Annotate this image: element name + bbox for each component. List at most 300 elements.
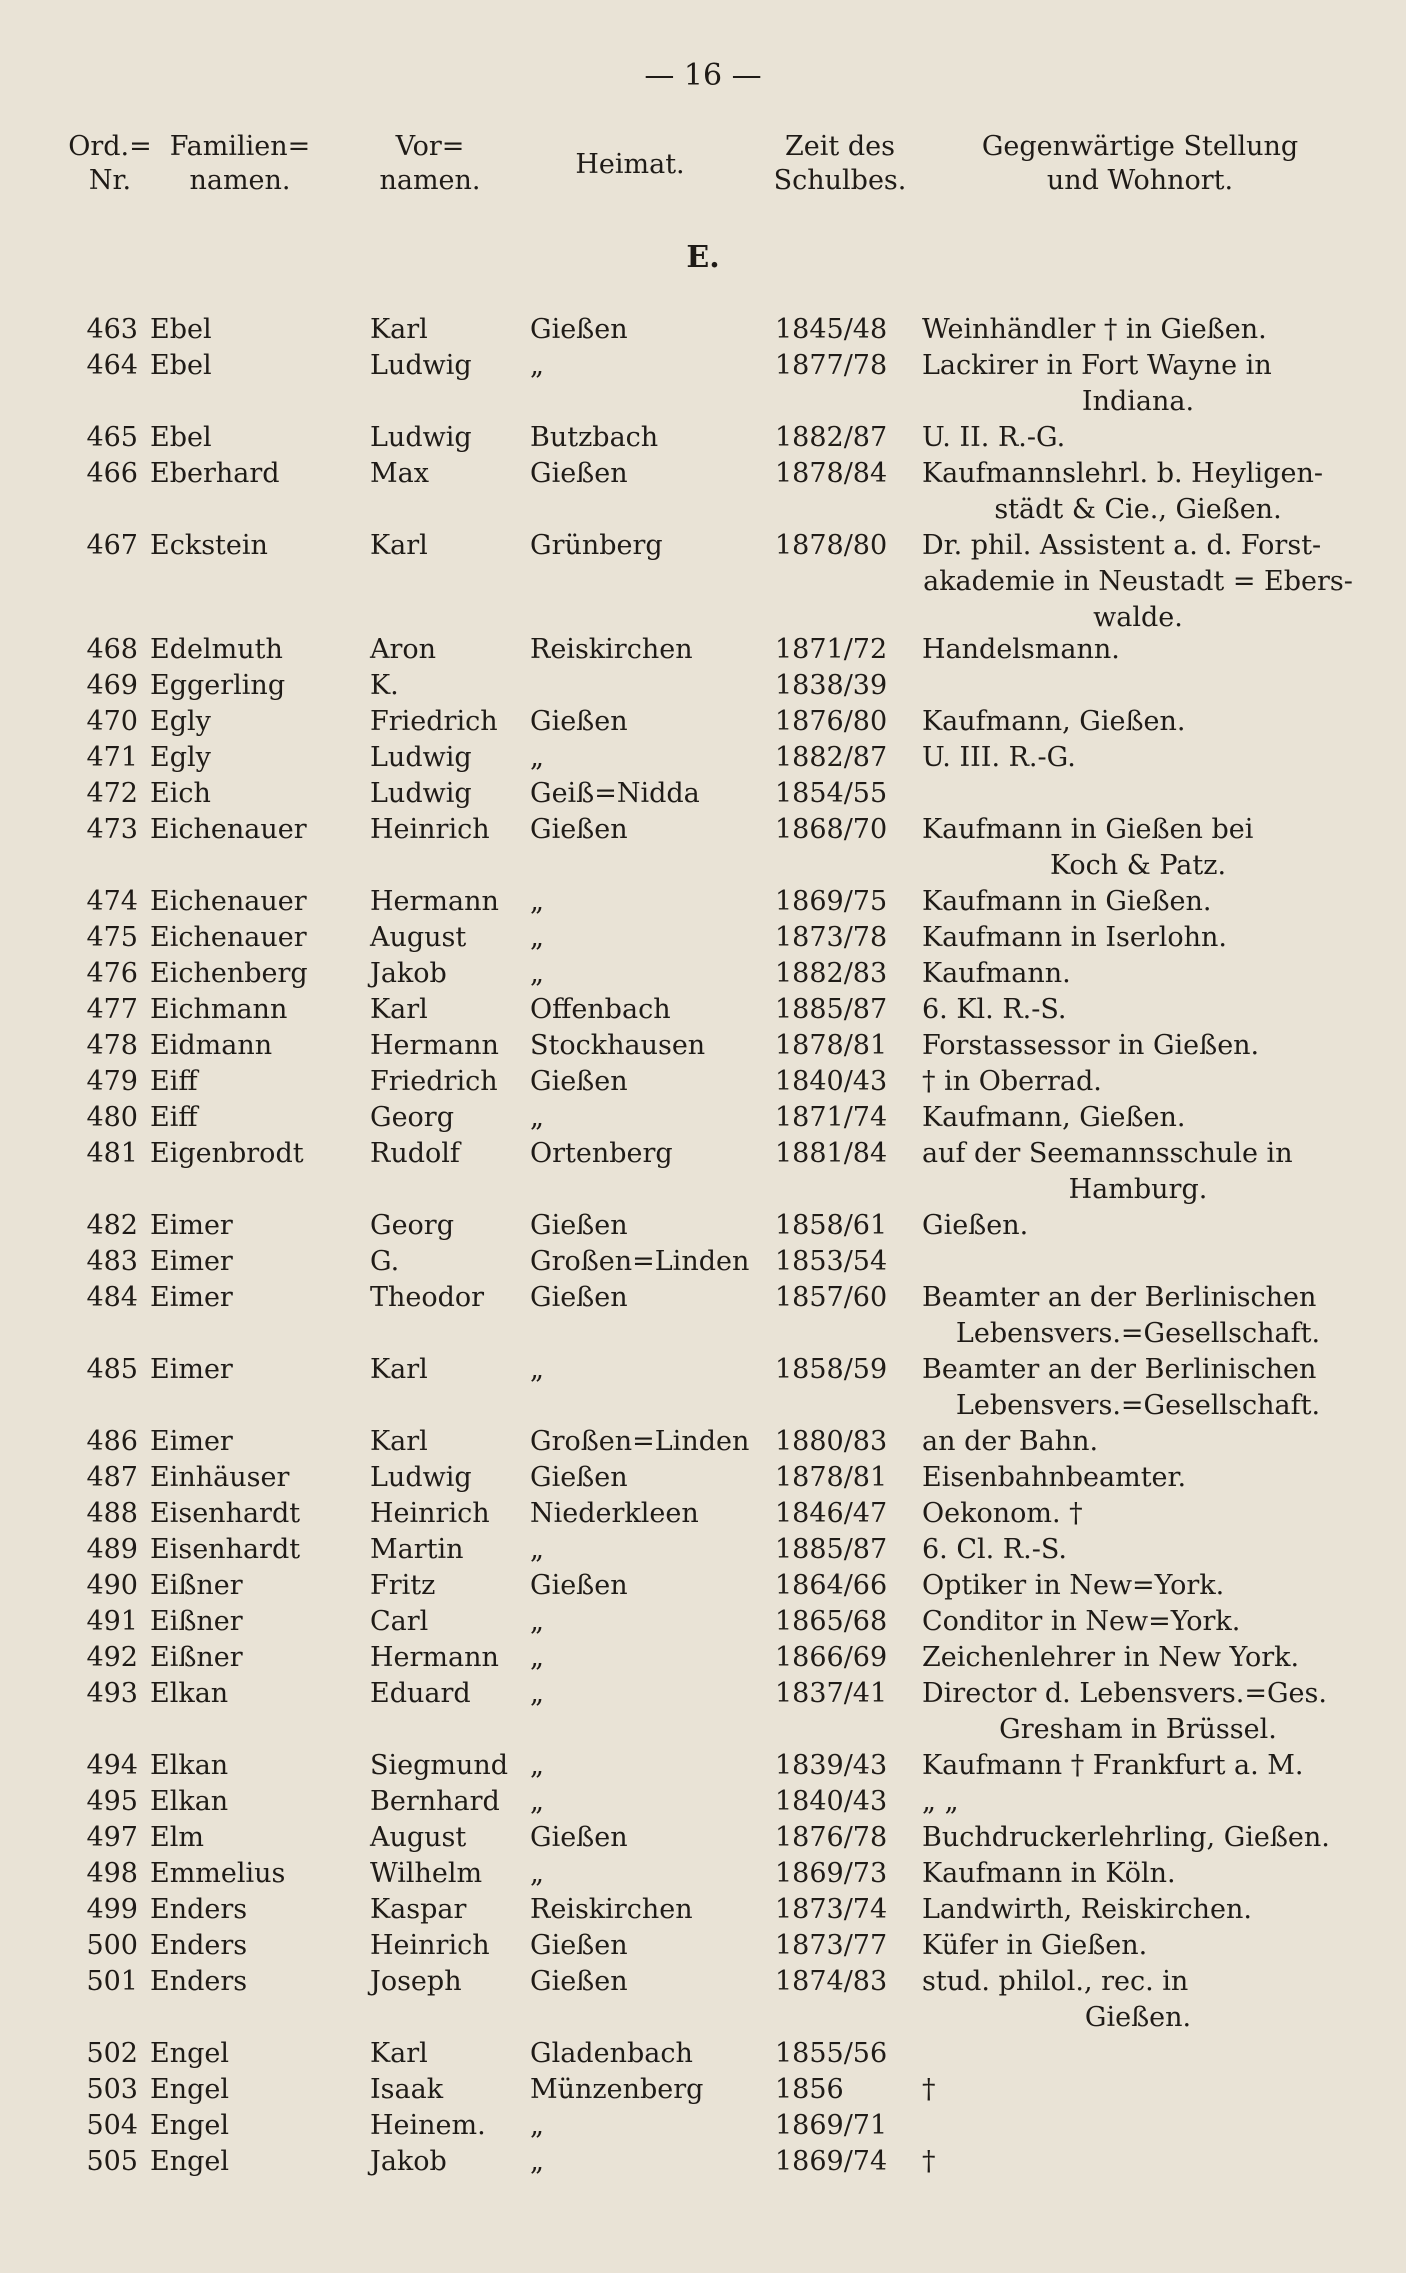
school-years: 1857/60 <box>775 1282 888 1313</box>
table-row <box>0 1892 1406 1928</box>
home-town: „ <box>530 2110 544 2141</box>
family-name: Elm <box>150 1822 204 1853</box>
first-name: August <box>370 922 467 953</box>
table-row <box>0 312 1406 348</box>
home-town: Offenbach <box>530 994 671 1025</box>
first-name: Rudolf <box>370 1138 460 1169</box>
entry-number: 503 <box>86 2074 138 2105</box>
table-row <box>0 1496 1406 1532</box>
family-name: Eberhard <box>150 458 280 489</box>
family-name: Elkan <box>150 1786 229 1817</box>
table-row <box>0 2108 1406 2144</box>
family-name: Enders <box>150 1894 248 1925</box>
school-years: 1840/43 <box>775 1066 888 1097</box>
family-name: Eimer <box>150 1210 233 1241</box>
table-row <box>0 456 1406 525</box>
entry-number: 486 <box>86 1426 138 1457</box>
first-name: Karl <box>370 1426 428 1457</box>
home-town: Gießen <box>530 458 628 489</box>
table-row <box>0 1280 1406 1349</box>
first-name: Karl <box>370 530 428 561</box>
family-name: Engel <box>150 2038 229 2069</box>
school-years: 1873/78 <box>775 922 888 953</box>
home-town: Reiskirchen <box>530 1894 693 1925</box>
header-zeit: Zeit des Schulbes. <box>773 131 907 196</box>
school-years: 1876/78 <box>775 1822 888 1853</box>
entry-number: 485 <box>86 1354 138 1385</box>
family-name: Eichenauer <box>150 886 307 917</box>
table-row <box>0 1928 1406 1964</box>
entry-number: 473 <box>86 814 138 845</box>
first-name: Fritz <box>370 1570 436 1601</box>
school-years: 1869/71 <box>775 2110 888 2141</box>
first-name: Martin <box>370 1534 464 1565</box>
home-town: „ <box>530 1678 544 1709</box>
entry-number: 501 <box>86 1966 138 1997</box>
home-town: „ <box>530 922 544 953</box>
family-name: Ebel <box>150 422 212 453</box>
entry-number: 488 <box>86 1498 138 1529</box>
home-town: „ <box>530 1858 544 1889</box>
home-town: „ <box>530 350 544 381</box>
school-years: 1837/41 <box>775 1678 888 1709</box>
entry-number: 491 <box>86 1606 138 1637</box>
school-years: 1878/81 <box>775 1030 888 1061</box>
first-name: Ludwig <box>370 422 472 453</box>
position: Kaufmann, Gießen. <box>922 1102 1186 1133</box>
entry-number: 505 <box>86 2146 138 2177</box>
position: Director d. Lebensvers.=Ges. <box>922 1678 1327 1709</box>
first-name: Ludwig <box>370 742 472 773</box>
header-ord: Ord.= Nr. <box>68 131 152 196</box>
first-name: Friedrich <box>370 706 498 737</box>
family-name: Eichenauer <box>150 922 307 953</box>
home-town: Stockhausen <box>530 1030 706 1061</box>
family-name: Engel <box>150 2110 229 2141</box>
first-name: G. <box>370 1246 400 1277</box>
first-name: Wilhelm <box>370 1858 483 1889</box>
position: Kaufmann in Köln. <box>922 1858 1176 1889</box>
school-years: 1877/78 <box>775 350 888 381</box>
page-number: — 16 — <box>644 58 762 93</box>
table-row <box>0 1640 1406 1676</box>
position: Handelsmann. <box>922 634 1120 665</box>
family-name: Eiff <box>150 1066 198 1097</box>
family-name: Eißner <box>150 1570 243 1601</box>
entry-number: 475 <box>86 922 138 953</box>
family-name: Edelmuth <box>150 634 283 665</box>
entry-number: 489 <box>86 1534 138 1565</box>
first-name: Eduard <box>370 1678 471 1709</box>
entry-number: 480 <box>86 1102 138 1133</box>
school-years: 1858/61 <box>775 1210 888 1241</box>
school-years: 1878/80 <box>775 530 888 561</box>
section-letter: E. <box>686 240 720 275</box>
position: Buchdruckerlehrling, Gießen. <box>922 1822 1330 1853</box>
position-cont: Lebensvers.=Gesellschaft. <box>955 1318 1321 1349</box>
header-stellung: Gegenwärtige Stellung und Wohnort. <box>981 131 1299 196</box>
position: Kaufmann † Frankfurt a. M. <box>922 1750 1304 1781</box>
first-name: Hermann <box>370 1642 499 1673</box>
entry-number: 471 <box>86 742 138 773</box>
table-row <box>0 1964 1406 2033</box>
home-town: Gießen <box>530 1066 628 1097</box>
family-name: Eidmann <box>150 1030 273 1061</box>
table-row <box>0 1100 1406 1136</box>
first-name: Isaak <box>370 2074 444 2105</box>
position: auf der Seemannsschule in <box>922 1138 1293 1169</box>
family-name: Eckstein <box>150 530 268 561</box>
position-cont: Indiana. <box>1081 386 1195 417</box>
family-name: Ebel <box>150 314 212 345</box>
table-row <box>0 1568 1406 1604</box>
entry-number: 504 <box>86 2110 138 2141</box>
entry-number: 474 <box>86 886 138 917</box>
school-years: 1882/83 <box>775 958 888 989</box>
school-years: 1874/83 <box>775 1966 888 1997</box>
position: Landwirth, Reiskirchen. <box>922 1894 1252 1925</box>
family-name: Eigenbrodt <box>150 1138 304 1169</box>
family-name: Eichmann <box>150 994 288 1025</box>
first-name: Karl <box>370 994 428 1025</box>
family-name: Engel <box>150 2074 229 2105</box>
family-name: Elkan <box>150 1678 229 1709</box>
family-name: Eimer <box>150 1426 233 1457</box>
entry-number: 493 <box>86 1678 138 1709</box>
first-name: Hermann <box>370 1030 499 1061</box>
table-row <box>0 1208 1406 1244</box>
table-row <box>0 956 1406 992</box>
position: Lackirer in Fort Wayne in <box>922 350 1272 381</box>
table-row <box>0 884 1406 920</box>
home-town: „ <box>530 2146 544 2177</box>
position: Conditor in New=York. <box>922 1606 1241 1637</box>
family-name: Einhäuser <box>150 1462 290 1493</box>
school-years: 1854/55 <box>775 778 888 809</box>
first-name: Karl <box>370 314 428 345</box>
entry-number: 483 <box>86 1246 138 1277</box>
first-name: Friedrich <box>370 1066 498 1097</box>
entry-number: 502 <box>86 2038 138 2069</box>
family-name: Eggerling <box>150 670 286 701</box>
entry-number: 465 <box>86 422 138 453</box>
first-name: Jakob <box>370 958 447 989</box>
home-town: „ <box>530 742 544 773</box>
first-name: Siegmund <box>370 1750 509 1781</box>
home-town: Ortenberg <box>530 1138 673 1169</box>
first-name: Heinrich <box>370 814 490 845</box>
table-row <box>0 1460 1406 1496</box>
school-years: 1858/59 <box>775 1354 888 1385</box>
home-town: Gießen <box>530 1822 628 1853</box>
family-name: Eimer <box>150 1246 233 1277</box>
position-cont: Gresham in Brüssel. <box>999 1714 1277 1745</box>
school-years: 1876/80 <box>775 706 888 737</box>
entry-number: 500 <box>86 1930 138 1961</box>
home-town: Gladenbach <box>530 2038 693 2069</box>
school-years: 1880/83 <box>775 1426 888 1457</box>
table-row <box>0 348 1406 417</box>
table-row <box>0 1136 1406 1205</box>
table-row <box>0 2144 1406 2180</box>
table-row <box>0 2036 1406 2072</box>
entry-number: 467 <box>86 530 138 561</box>
position: U. II. R.-G. <box>922 422 1066 453</box>
table-row <box>0 1064 1406 1100</box>
school-years: 1855/56 <box>775 2038 888 2069</box>
table-row <box>0 2072 1406 2108</box>
home-town: „ <box>530 1102 544 1133</box>
home-town: Gießen <box>530 1462 628 1493</box>
table-row <box>0 992 1406 1028</box>
position: Beamter an der Berlinischen <box>922 1354 1317 1385</box>
header-vorname: Vor= namen. <box>379 131 481 196</box>
table-row <box>0 1244 1406 1280</box>
school-years: 1885/87 <box>775 1534 888 1565</box>
family-name: Elkan <box>150 1750 229 1781</box>
family-name: Eimer <box>150 1282 233 1313</box>
position: an der Bahn. <box>922 1426 1099 1457</box>
entry-number: 478 <box>86 1030 138 1061</box>
position: † <box>922 2074 936 2105</box>
family-name: Enders <box>150 1966 248 1997</box>
home-town: Gießen <box>530 1966 628 1997</box>
school-years: 1871/74 <box>775 1102 888 1133</box>
entry-number: 497 <box>86 1822 138 1853</box>
school-years: 1873/77 <box>775 1930 888 1961</box>
first-name: Joseph <box>370 1966 462 1997</box>
first-name: Ludwig <box>370 778 472 809</box>
family-name: Egly <box>150 706 211 737</box>
family-name: Eisenhardt <box>150 1498 301 1529</box>
entry-number: 476 <box>86 958 138 989</box>
position-cont: akademie in Neustadt = Ebers- <box>923 566 1353 597</box>
position-cont: Gießen. <box>1084 2002 1192 2033</box>
table-row <box>0 632 1406 668</box>
home-town: „ <box>530 1534 544 1565</box>
school-years: 1878/81 <box>775 1462 888 1493</box>
first-name: Karl <box>370 2038 428 2069</box>
table-row <box>0 776 1406 812</box>
school-years: 1845/48 <box>775 314 888 345</box>
position: Küfer in Gießen. <box>922 1930 1148 1961</box>
family-name: Egly <box>150 742 211 773</box>
family-name: Emmelius <box>150 1858 286 1889</box>
position: Eisenbahnbeamter. <box>922 1462 1187 1493</box>
first-name: Theodor <box>370 1282 485 1313</box>
position: Forstassessor in Gießen. <box>922 1030 1260 1061</box>
home-town: Butzbach <box>530 422 659 453</box>
position: 6. Kl. R.-S. <box>922 994 1067 1025</box>
home-town: Grünberg <box>530 530 663 561</box>
table-row <box>0 812 1406 881</box>
position: † in Oberrad. <box>922 1066 1102 1097</box>
entry-number: 481 <box>86 1138 138 1169</box>
home-town: Gießen <box>530 814 628 845</box>
first-name: Heinem. <box>370 2110 486 2141</box>
first-name: Georg <box>370 1210 454 1241</box>
family-name: Eichenberg <box>150 958 308 989</box>
position-cont: Koch & Patz. <box>1049 850 1227 881</box>
home-town: Gießen <box>530 1930 628 1961</box>
entry-number: 479 <box>86 1066 138 1097</box>
table-row <box>0 704 1406 740</box>
first-name: Max <box>370 458 429 489</box>
first-name: Ludwig <box>370 350 472 381</box>
family-name: Engel <box>150 2146 229 2177</box>
table-row <box>0 1604 1406 1640</box>
first-name: Jakob <box>370 2146 447 2177</box>
table-row <box>0 1820 1406 1856</box>
position: Dr. phil. Assistent a. d. Forst- <box>922 530 1322 561</box>
family-name: Eißner <box>150 1606 243 1637</box>
first-name: Carl <box>370 1606 429 1637</box>
school-years: 1868/70 <box>775 814 888 845</box>
first-name: Kaspar <box>370 1894 467 1925</box>
entry-number: 487 <box>86 1462 138 1493</box>
home-town: Reiskirchen <box>530 634 693 665</box>
entry-number: 490 <box>86 1570 138 1601</box>
school-years: 1869/74 <box>775 2146 888 2177</box>
family-name: Eißner <box>150 1642 243 1673</box>
entry-number: 484 <box>86 1282 138 1313</box>
position: Beamter an der Berlinischen <box>922 1282 1317 1313</box>
header-familienname: Familien= namen. <box>169 131 311 196</box>
school-years: 1878/84 <box>775 458 888 489</box>
school-years: 1864/66 <box>775 1570 888 1601</box>
position: Oekonom. † <box>922 1498 1083 1529</box>
entry-number: 495 <box>86 1786 138 1817</box>
entry-number: 482 <box>86 1210 138 1241</box>
position: Kaufmann in Gießen bei <box>922 814 1254 845</box>
entry-number: 472 <box>86 778 138 809</box>
entry-number: 468 <box>86 634 138 665</box>
school-years: 1838/39 <box>775 670 888 701</box>
table-row <box>0 668 1406 704</box>
table-row <box>0 1676 1406 1745</box>
school-years: 1869/73 <box>775 1858 888 1889</box>
position: stud. philol., rec. in <box>922 1966 1189 1997</box>
position: † <box>922 2146 936 2177</box>
position: „ „ <box>922 1786 959 1817</box>
entry-number: 466 <box>86 458 138 489</box>
home-town: „ <box>530 958 544 989</box>
home-town: Großen=Linden <box>530 1246 750 1277</box>
home-town: Geiß=Nidda <box>530 778 700 809</box>
home-town: „ <box>530 1354 544 1385</box>
home-town: „ <box>530 1642 544 1673</box>
position: Kaufmannslehrl. b. Heyligen- <box>922 458 1323 489</box>
position: Gießen. <box>922 1210 1029 1241</box>
home-town: Gießen <box>530 1282 628 1313</box>
header-heimat: Heimat. <box>575 149 685 180</box>
table-row <box>0 1784 1406 1820</box>
school-years: 1856 <box>775 2074 844 2105</box>
table-row <box>0 1856 1406 1892</box>
table-row <box>0 1748 1406 1784</box>
entry-number: 469 <box>86 670 138 701</box>
position: Kaufmann in Gießen. <box>922 886 1212 917</box>
position: U. III. R.-G. <box>922 742 1076 773</box>
first-name: Aron <box>370 634 437 665</box>
school-years: 1881/84 <box>775 1138 888 1169</box>
table-row <box>0 1532 1406 1568</box>
family-name: Eiff <box>150 1102 198 1133</box>
first-name: Karl <box>370 1354 428 1385</box>
entry-number: 499 <box>86 1894 138 1925</box>
position-cont2: walde. <box>1093 602 1183 633</box>
position: Weinhändler † in Gießen. <box>922 314 1267 345</box>
position-cont: Lebensvers.=Gesellschaft. <box>955 1390 1321 1421</box>
school-years: 1865/68 <box>775 1606 888 1637</box>
position: Kaufmann, Gießen. <box>922 706 1186 737</box>
home-town: „ <box>530 1750 544 1781</box>
position: 6. Cl. R.-S. <box>922 1534 1067 1565</box>
school-years: 1840/43 <box>775 1786 888 1817</box>
table-row <box>0 420 1406 456</box>
first-name: Hermann <box>370 886 499 917</box>
home-town: Gießen <box>530 314 628 345</box>
table-row <box>0 740 1406 776</box>
family-name: Eisenhardt <box>150 1534 301 1565</box>
home-town: Gießen <box>530 1570 628 1601</box>
first-name: Heinrich <box>370 1930 490 1961</box>
position-cont: städt & Cie., Gießen. <box>994 494 1282 525</box>
entry-number: 477 <box>86 994 138 1025</box>
first-name: Ludwig <box>370 1462 472 1493</box>
family-name: Eich <box>150 778 211 809</box>
school-years: 1882/87 <box>775 742 888 773</box>
home-town: Gießen <box>530 706 628 737</box>
family-name: Ebel <box>150 350 212 381</box>
entry-number: 494 <box>86 1750 138 1781</box>
position: Kaufmann. <box>922 958 1071 989</box>
position: Kaufmann in Iserlohn. <box>922 922 1227 953</box>
school-years: 1866/69 <box>775 1642 888 1673</box>
school-years: 1882/87 <box>775 422 888 453</box>
home-town: Gießen <box>530 1210 628 1241</box>
school-years: 1839/43 <box>775 1750 888 1781</box>
family-name: Enders <box>150 1930 248 1961</box>
home-town: Niederkleen <box>530 1498 699 1529</box>
home-town: „ <box>530 1786 544 1817</box>
school-years: 1885/87 <box>775 994 888 1025</box>
home-town: Großen=Linden <box>530 1426 750 1457</box>
table-row <box>0 1352 1406 1421</box>
first-name: Georg <box>370 1102 454 1133</box>
position-cont: Hamburg. <box>1068 1174 1208 1205</box>
entry-number: 463 <box>86 314 138 345</box>
entry-number: 464 <box>86 350 138 381</box>
table-row <box>0 920 1406 956</box>
school-years: 1869/75 <box>775 886 888 917</box>
entry-number: 470 <box>86 706 138 737</box>
school-years: 1846/47 <box>775 1498 888 1529</box>
family-name: Eimer <box>150 1354 233 1385</box>
first-name: Bernhard <box>370 1786 500 1817</box>
school-years: 1871/72 <box>775 634 888 665</box>
family-name: Eichenauer <box>150 814 307 845</box>
school-years: 1873/74 <box>775 1894 888 1925</box>
first-name: August <box>370 1822 467 1853</box>
first-name: Heinrich <box>370 1498 490 1529</box>
table-row <box>0 1424 1406 1460</box>
table-row <box>0 1028 1406 1064</box>
home-town: „ <box>530 1606 544 1637</box>
home-town: Münzenberg <box>530 2074 704 2105</box>
home-town: „ <box>530 886 544 917</box>
school-years: 1853/54 <box>775 1246 888 1277</box>
